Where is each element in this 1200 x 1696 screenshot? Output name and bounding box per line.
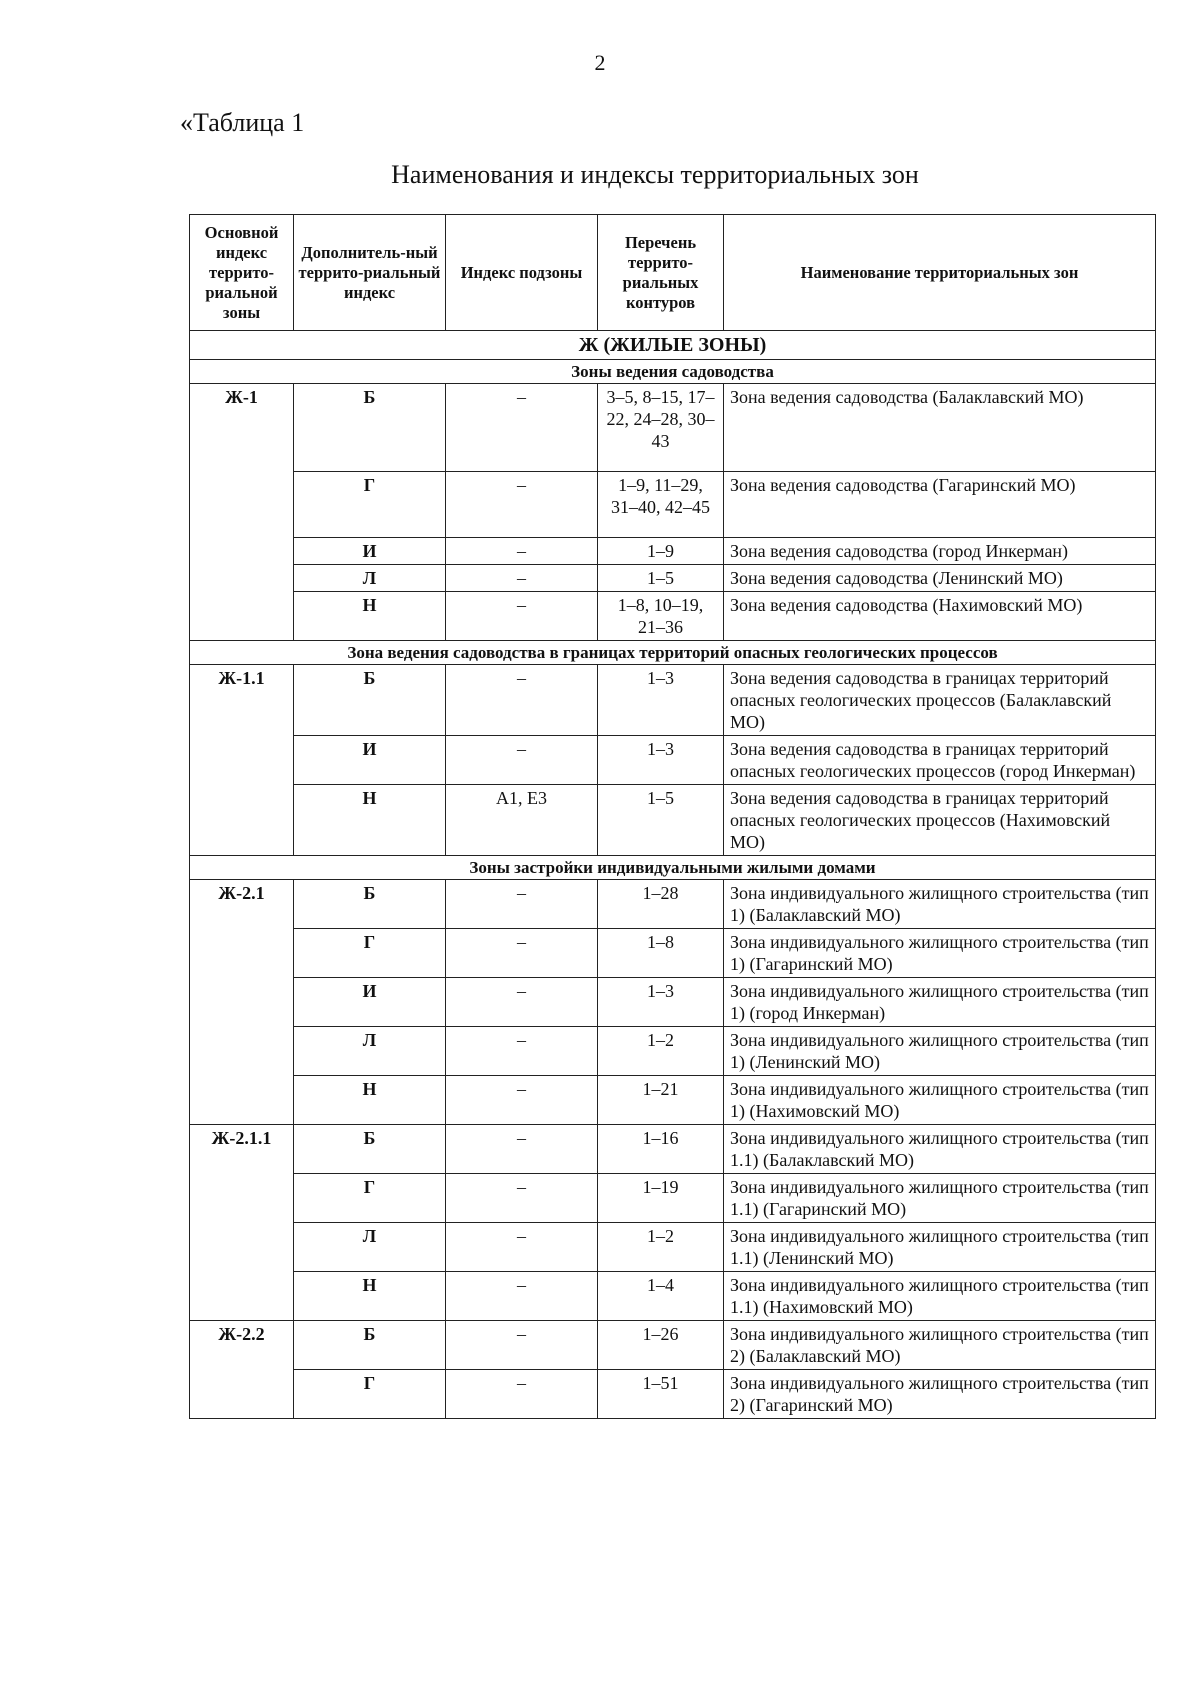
zones-table <box>189 214 1156 1419</box>
contours-cell: 1–21 <box>598 1076 724 1125</box>
contours-cell: 1–16 <box>598 1125 724 1174</box>
subzone-index-cell: – <box>446 592 598 641</box>
table-caption: «Таблица 1 <box>180 108 305 137</box>
subzone-index-cell: – <box>446 880 598 929</box>
table-row <box>190 1370 1156 1419</box>
section-gardening: Зоны ведения садоводства <box>190 360 1156 384</box>
additional-index-cell: Л <box>294 1223 446 1272</box>
subzone-index-cell: – <box>446 978 598 1027</box>
subzone-index-cell: – <box>446 1174 598 1223</box>
table-row <box>190 384 1156 472</box>
table-row <box>190 929 1156 978</box>
additional-index-cell: Н <box>294 785 446 856</box>
contours-cell: 3–5, 8–15, 17–22, 24–28, 30–43 <box>598 384 724 472</box>
zone-name-cell: Зона индивидуального жилищного строительства (тип 1) (Гагаринский МО) <box>724 929 1156 978</box>
table-row <box>190 736 1156 785</box>
header-zone-name: Наименование территориальных зон <box>724 215 1156 331</box>
zone-name-cell: Зона индивидуального жилищного строительства (тип 1.1) (Гагаринский МО) <box>724 1174 1156 1223</box>
contours-cell: 1–26 <box>598 1321 724 1370</box>
subzone-index-cell: – <box>446 929 598 978</box>
zone-name-cell: Зона ведения садоводства (город Инкерман) <box>724 538 1156 565</box>
additional-index-cell: Б <box>294 1125 446 1174</box>
additional-index-cell: Н <box>294 1076 446 1125</box>
subzone-index-cell: – <box>446 665 598 736</box>
table-header-row <box>190 215 1156 331</box>
table-row <box>190 538 1156 565</box>
additional-index-cell: Б <box>294 1321 446 1370</box>
subzone-index-cell: – <box>446 1321 598 1370</box>
header-subzone-index: Индекс подзоны <box>446 215 598 331</box>
main-index-cell: Ж-2.1.1 <box>190 1125 294 1321</box>
subzone-index-cell: – <box>446 538 598 565</box>
contours-cell: 1–3 <box>598 978 724 1027</box>
table-row <box>190 1223 1156 1272</box>
subzone-index-cell: – <box>446 1125 598 1174</box>
table-row <box>190 665 1156 736</box>
table-row <box>190 1174 1156 1223</box>
zone-name-cell: Зона ведения садоводства (Нахимовский МО) <box>724 592 1156 641</box>
main-index-cell: Ж-1 <box>190 384 294 641</box>
section-row <box>190 331 1156 360</box>
table-row <box>190 565 1156 592</box>
contours-cell: 1–2 <box>598 1027 724 1076</box>
zone-name-cell: Зона индивидуального жилищного строительства (тип 1.1) (Балаклавский МО) <box>724 1125 1156 1174</box>
zone-name-cell: Зона ведения садоводства в границах территорий опасных геологических процессов (Нахимовский МО) <box>724 785 1156 856</box>
table-row <box>190 1125 1156 1174</box>
contours-cell: 1–19 <box>598 1174 724 1223</box>
contours-cell: 1–51 <box>598 1370 724 1419</box>
additional-index-cell: Б <box>294 880 446 929</box>
subzone-index-cell: А1, Е3 <box>446 785 598 856</box>
contours-cell: 1–8 <box>598 929 724 978</box>
additional-index-cell: Г <box>294 472 446 538</box>
subzone-index-cell: – <box>446 565 598 592</box>
zone-name-cell: Зона ведения садоводства (Ленинский МО) <box>724 565 1156 592</box>
header-additional-index: Дополнитель-ный террито-риальный индекс <box>294 215 446 331</box>
table-row <box>190 592 1156 641</box>
zone-name-cell: Зона индивидуального жилищного строительства (тип 1.1) (Нахимовский МО) <box>724 1272 1156 1321</box>
contours-cell: 1–9, 11–29, 31–40, 42–45 <box>598 472 724 538</box>
header-main-index: Основной индекс террито-риальной зоны <box>190 215 294 331</box>
additional-index-cell: Л <box>294 1027 446 1076</box>
additional-index-cell: И <box>294 978 446 1027</box>
contours-cell: 1–2 <box>598 1223 724 1272</box>
zone-name-cell: Зона индивидуального жилищного строительства (тип 1) (Нахимовский МО) <box>724 1076 1156 1125</box>
table-row <box>190 1321 1156 1370</box>
zone-name-cell: Зона индивидуального жилищного строительства (тип 2) (Балаклавский МО) <box>724 1321 1156 1370</box>
subzone-index-cell: – <box>446 1223 598 1272</box>
zone-name-cell: Зона индивидуального жилищного строительства (тип 1.1) (Ленинский МО) <box>724 1223 1156 1272</box>
additional-index-cell: Б <box>294 384 446 472</box>
section-row <box>190 641 1156 665</box>
subzone-index-cell: – <box>446 736 598 785</box>
subzone-index-cell: – <box>446 472 598 538</box>
contours-cell: 1–9 <box>598 538 724 565</box>
contours-cell: 1–4 <box>598 1272 724 1321</box>
additional-index-cell: Г <box>294 1174 446 1223</box>
table-row <box>190 978 1156 1027</box>
contours-cell: 1–3 <box>598 736 724 785</box>
section-individual: Зоны застройки индивидуальными жилыми домами <box>190 856 1156 880</box>
zone-name-cell: Зона индивидуального жилищного строительства (тип 1) (Ленинский МО) <box>724 1027 1156 1076</box>
zone-name-cell: Зона ведения садоводства (Гагаринский МО) <box>724 472 1156 538</box>
table-title: Наименования и индексы территориальных зон <box>391 160 919 189</box>
zone-name-cell: Зона индивидуального жилищного строительства (тип 1) (Балаклавский МО) <box>724 880 1156 929</box>
section-residential: Ж (ЖИЛЫЕ ЗОНЫ) <box>190 331 1156 360</box>
table-row <box>190 880 1156 929</box>
contours-cell: 1–5 <box>598 785 724 856</box>
subzone-index-cell: – <box>446 384 598 472</box>
contours-cell: 1–3 <box>598 665 724 736</box>
contours-cell: 1–28 <box>598 880 724 929</box>
subzone-index-cell: – <box>446 1027 598 1076</box>
table-row <box>190 785 1156 856</box>
main-index-cell: Ж-2.1 <box>190 880 294 1125</box>
table-row <box>190 1076 1156 1125</box>
subzone-index-cell: – <box>446 1272 598 1321</box>
additional-index-cell: И <box>294 736 446 785</box>
zone-name-cell: Зона индивидуального жилищного строительства (тип 1) (город Инкерман) <box>724 978 1156 1027</box>
additional-index-cell: Г <box>294 929 446 978</box>
zone-name-cell: Зона ведения садоводства (Балаклавский МО) <box>724 384 1156 472</box>
table-row <box>190 472 1156 538</box>
additional-index-cell: Н <box>294 592 446 641</box>
main-index-cell: Ж-1.1 <box>190 665 294 856</box>
table-row <box>190 1272 1156 1321</box>
subzone-index-cell: – <box>446 1370 598 1419</box>
contours-cell: 1–8, 10–19, 21–36 <box>598 592 724 641</box>
additional-index-cell: Л <box>294 565 446 592</box>
section-gardening-hazard: Зона ведения садоводства в границах территорий опасных геологических процессов <box>190 641 1156 665</box>
header-contours: Перечень террито-риальных контуров <box>598 215 724 331</box>
subzone-index-cell: – <box>446 1076 598 1125</box>
zone-name-cell: Зона ведения садоводства в границах территорий опасных геологических процессов (город Инкерман) <box>724 736 1156 785</box>
section-row <box>190 856 1156 880</box>
additional-index-cell: Г <box>294 1370 446 1419</box>
section-row <box>190 360 1156 384</box>
additional-index-cell: И <box>294 538 446 565</box>
page-number: 2 <box>594 50 606 75</box>
main-index-cell: Ж-2.2 <box>190 1321 294 1419</box>
contours-cell: 1–5 <box>598 565 724 592</box>
zone-name-cell: Зона ведения садоводства в границах территорий опасных геологических процессов (Балаклавский МО) <box>724 665 1156 736</box>
additional-index-cell: Б <box>294 665 446 736</box>
table-row <box>190 1027 1156 1076</box>
additional-index-cell: Н <box>294 1272 446 1321</box>
zone-name-cell: Зона индивидуального жилищного строительства (тип 2) (Гагаринский МО) <box>724 1370 1156 1419</box>
